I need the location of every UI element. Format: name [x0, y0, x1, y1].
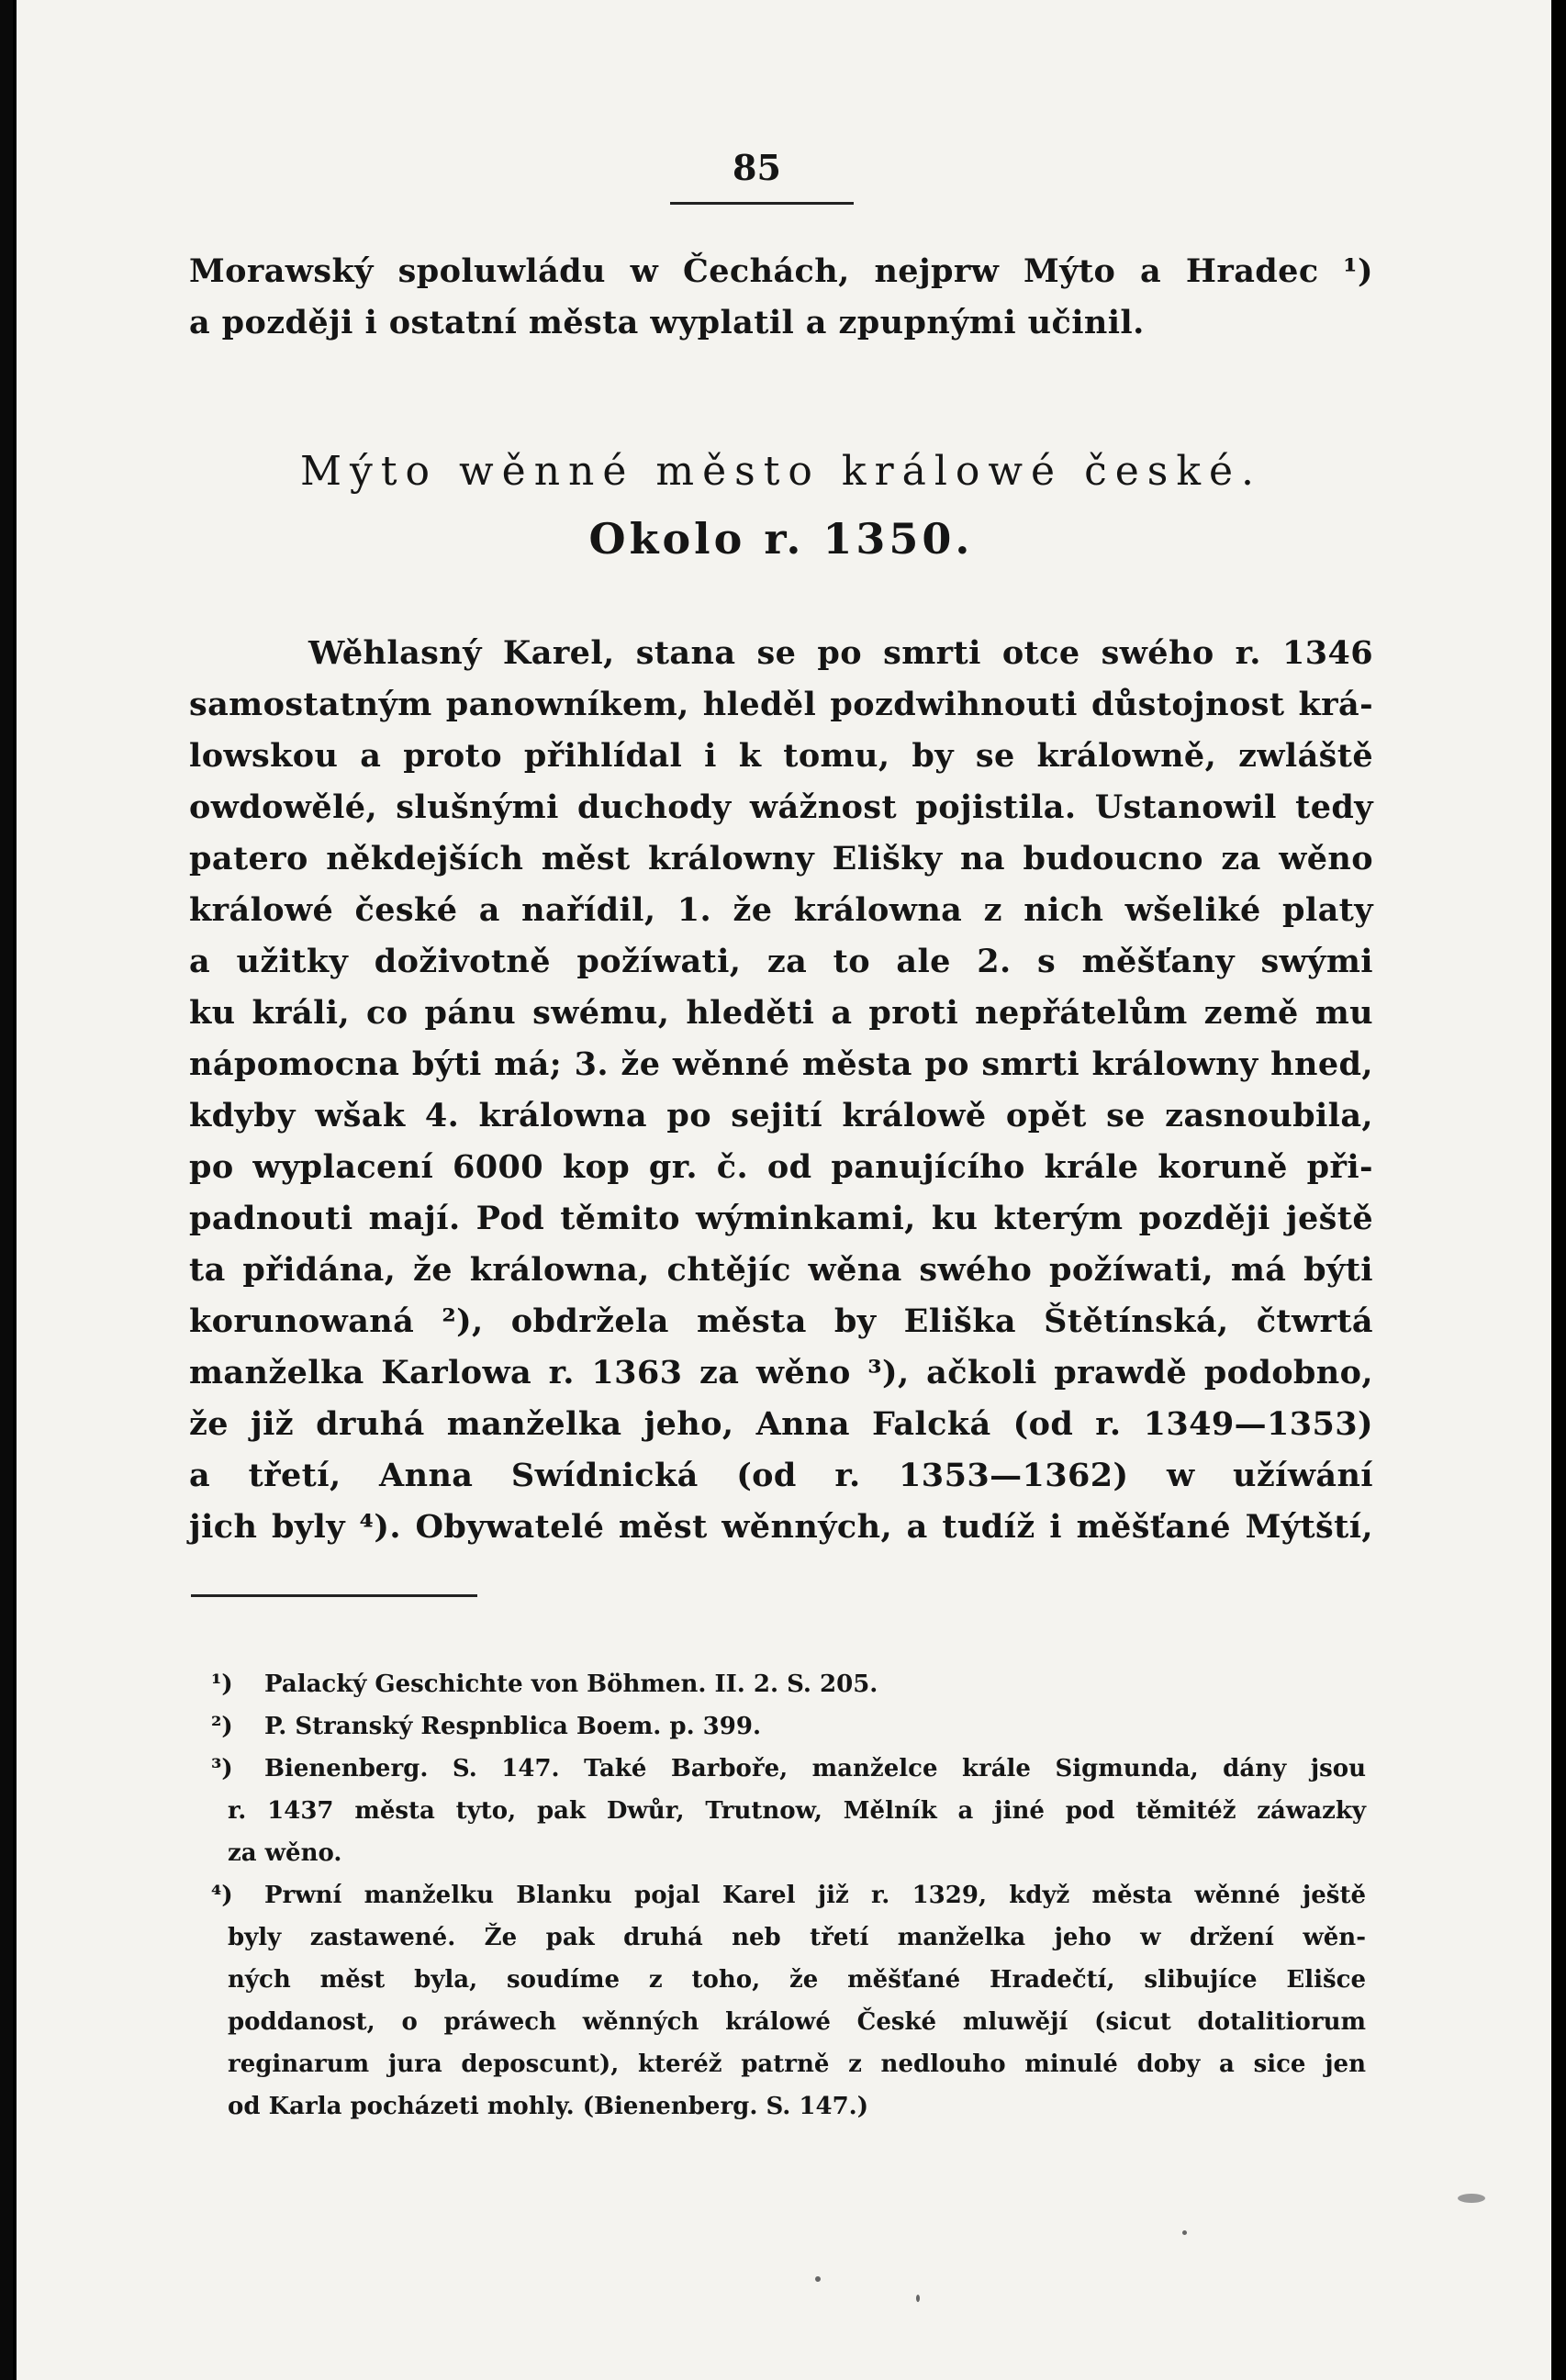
text-line: nápomocna býti má; 3. že wěnné města po smrti králowny hned,: [189, 1045, 1373, 1083]
page-number-rule: [670, 202, 854, 205]
paper-speck: [1458, 2194, 1485, 2203]
footnote-1: [211, 1663, 1366, 1705]
footnote-line: poddanost, o práwech wěnných králowé České mluwějí (sicut dotalitiorum: [228, 2008, 1366, 2036]
footnote-line: byly zastawené. Že pak druhá neb třetí manželka jeho w držení wěn-: [228, 1924, 1366, 1951]
footnote-line: Palacký Geschichte von Böhmen. II. 2. S. 205.: [264, 1670, 878, 1698]
text-line: a později i ostatní města wyplatil a zpupnými učinil.: [189, 304, 1145, 341]
text-line: králowé české a nařídil, 1. že králowna z nich wšeliké platy: [189, 891, 1373, 929]
section-subheading-date: Okolo r. 1350.: [588, 514, 974, 564]
text-line: že již druhá manželka jeho, Anna Falcká (od r. 1349—1353): [189, 1405, 1373, 1443]
footnote-line: za wěno.: [228, 1839, 342, 1867]
footnote-marker: ⁴): [211, 1882, 233, 1909]
text-line: ku králi, co pánu swému, hleděti a proti nepřátelům země mu: [189, 994, 1373, 1032]
text-line: Morawský spoluwládu w Čechách, nejprw Mýto a Hradec ¹): [189, 252, 1373, 290]
text-line: samostatným panowníkem, hleděl pozdwihnouti důstojnost krá-: [189, 686, 1373, 723]
footnote-line: r. 1437 města tyto, pak Dwůr, Trutnow, Mělník a jiné pod těmitéž záwazky: [228, 1797, 1366, 1825]
text-line: manželka Karlowa r. 1363 za wěno ³), ačkoli prawdě podobno,: [189, 1354, 1373, 1391]
text-line: ta přidána, že králowna, chtějíc wěna swého požíwati, má býti: [189, 1251, 1373, 1289]
footnote-line: ných měst byla, soudíme z toho, že měšťané Hradečtí, slibujíce Elišce: [228, 1966, 1366, 1994]
book-page: [17, 0, 1551, 2380]
text-line: patero někdejších měst králowny Elišky na budoucno za wěno: [189, 840, 1373, 877]
main-paragraph: [189, 628, 1373, 1553]
section-heading: Mýto wěnné město králowé české.: [299, 448, 1263, 495]
text-line: kdyby wšak 4. králowna po sejití králowě opět se zasnoubila,: [189, 1097, 1373, 1134]
footnote-marker: ²): [211, 1713, 233, 1740]
footnote-line: reginarum jura deposcunt), kteréž patrně z nedlouho minulé doby a sice jen: [228, 2050, 1366, 2078]
page-number: 85: [733, 147, 781, 188]
paper-speck: [1182, 2230, 1187, 2235]
text-line: Wěhlasný Karel, stana se po smrti otce swého r. 1346: [308, 634, 1373, 672]
footnote-separator: [191, 1594, 477, 1597]
text-line: korunowaná ²), obdržela města by Eliška Štětínská, čtwrtá: [189, 1302, 1373, 1340]
footnote-line: Bienenberg. S. 147. Také Barboře, manželce krále Sigmunda, dány jsou: [264, 1755, 1366, 1782]
text-line: a třetí, Anna Swídnická (od r. 1353—1362) w užíwání: [189, 1457, 1373, 1494]
footnotes: [211, 1663, 1366, 2128]
footnote-2: [211, 1705, 1366, 1748]
footnote-3: [211, 1748, 1366, 1874]
text-line: lowskou a proto přihlídal i k tomu, by se králowně, zwláště: [189, 737, 1373, 775]
text-line: po wyplacení 6000 kop gr. č. od panujícího krále koruně při-: [189, 1148, 1373, 1186]
text-line: jich byly ⁴). Obywatelé měst wěnných, a tudíž i měšťané Mýtští,: [189, 1508, 1373, 1546]
footnote-line: P. Stranský Respnblica Boem. p. 399.: [264, 1713, 762, 1740]
footnote-line: od Karla pocházeti mohly. (Bienenberg. S. 147.): [228, 2093, 869, 2120]
text-line: a užitky doživotně požíwati, za to ale 2. s měšťany swými: [189, 943, 1373, 980]
footnote-4: [211, 1874, 1366, 2128]
footnote-marker: ¹): [211, 1670, 233, 1698]
text-line: owdowělé, slušnými duchody wážnost pojistila. Ustanowil tedy: [189, 788, 1373, 826]
footnote-line: Prwní manželku Blanku pojal Karel již r. 1329, když města wěnné ještě: [264, 1882, 1366, 1909]
scan-border-left: [0, 0, 13, 2380]
text-line: padnouti mají. Pod těmito wýminkami, ku kterým později ještě: [189, 1200, 1373, 1237]
intro-paragraph: [189, 246, 1373, 349]
paper-speck: [815, 2276, 821, 2282]
paper-speck: [916, 2295, 920, 2302]
footnote-marker: ³): [211, 1755, 233, 1782]
